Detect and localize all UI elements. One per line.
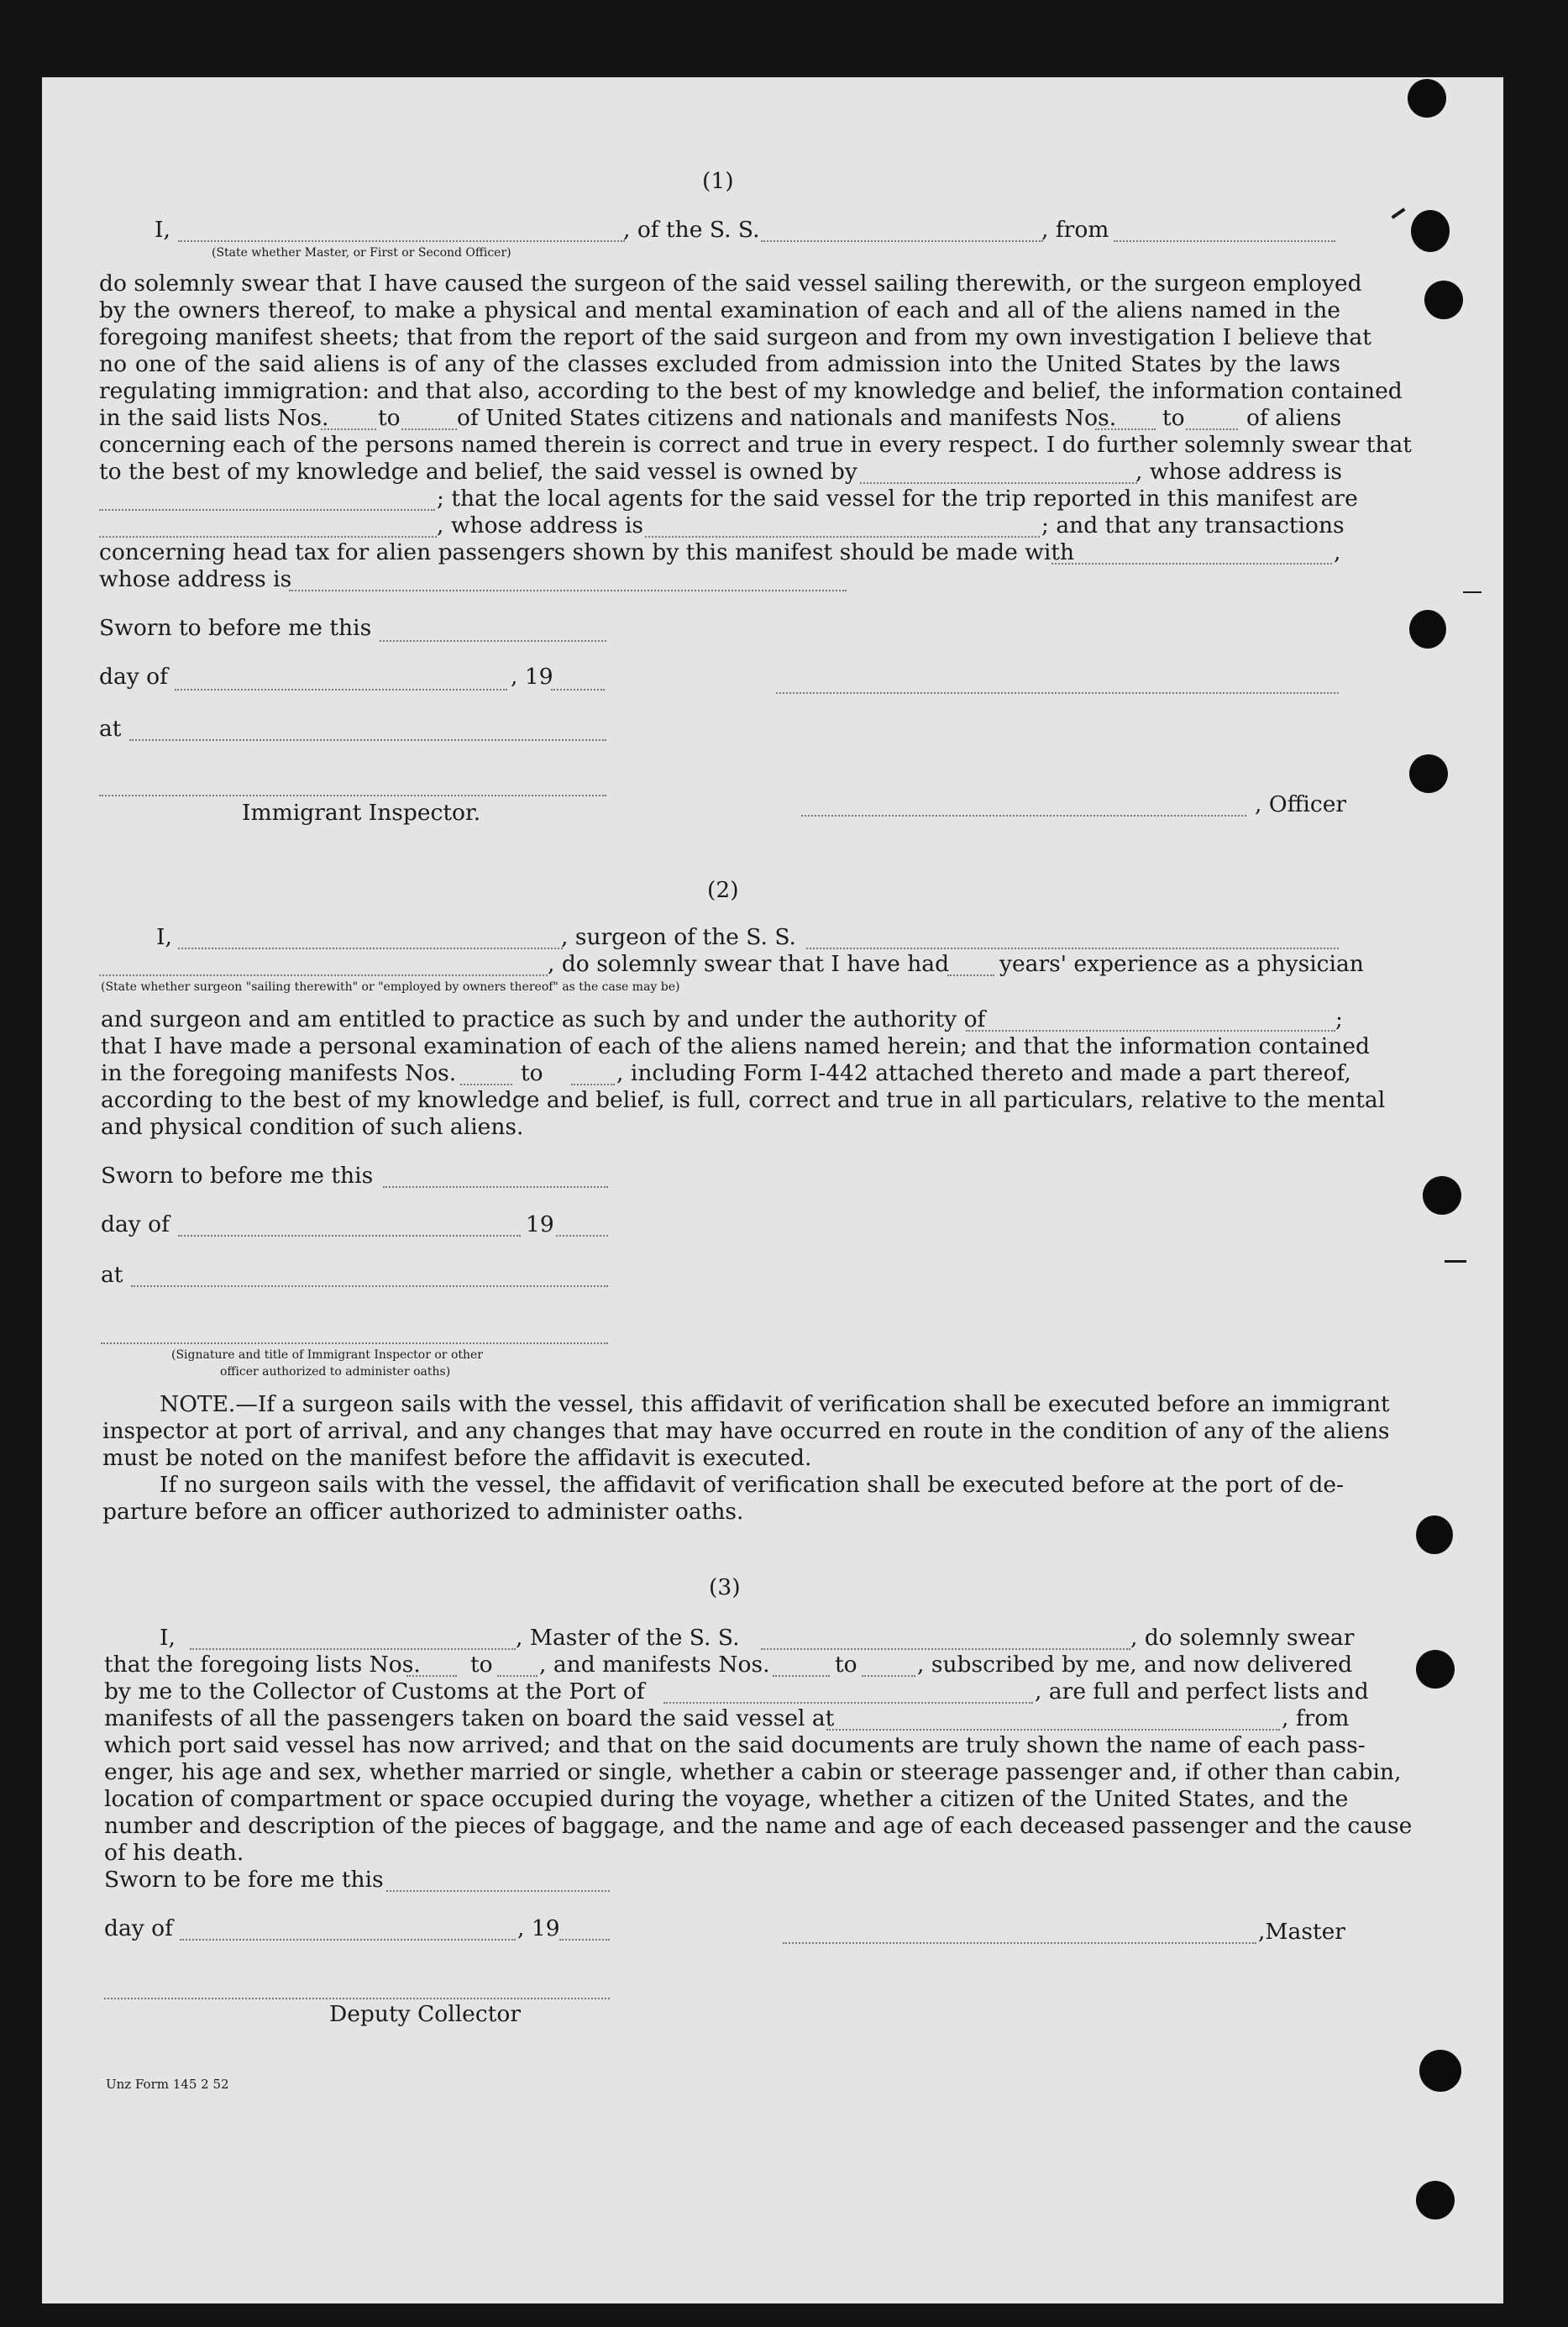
day-of-label: day of: [99, 664, 168, 690]
sec1-body-line-2: by the owners thereof, to make a physical and mental examination of each and all of the aliens named in the: [99, 297, 1340, 323]
lists-from-field[interactable]: [321, 428, 376, 430]
signature-caption-2: officer authorized to administer oaths): [220, 1365, 451, 1379]
owner-address-field[interactable]: [99, 509, 435, 511]
text-of-ss: , of the S. S.: [623, 217, 760, 243]
text-foregoing-manifests: in the foregoing manifests Nos.: [101, 1060, 457, 1086]
agents-address-field[interactable]: [645, 536, 1040, 538]
text-to: to: [378, 405, 401, 431]
year-field[interactable]: [556, 1235, 608, 1237]
text-i: I,: [156, 924, 172, 950]
text-and-manifests: , and manifests Nos.: [539, 1652, 770, 1678]
signature-caption-1: (Signature and title of Immigrant Inspector or other: [171, 1348, 483, 1362]
master-label: ,Master: [1258, 1919, 1345, 1945]
sworn-day-field[interactable]: [386, 1890, 610, 1892]
sworn-label: Sworn to before me this: [101, 1163, 374, 1189]
text-owned-by: to the best of my knowledge and belief, the said vessel is owned by: [99, 459, 857, 485]
manifests-to-field[interactable]: [1186, 428, 1238, 430]
text-lists-nos: in the said lists Nos.: [99, 405, 329, 431]
sec3-body-line-3: location of compartment or space occupied during the voyage, whether a citizen of the United States, and the: [104, 1786, 1349, 1812]
years-experience-field[interactable]: [947, 974, 994, 976]
year-label: , 19: [511, 664, 553, 690]
deputy-signature-field[interactable]: [104, 1998, 610, 1999]
owner-field[interactable]: [860, 482, 1137, 484]
sworn-label: Sworn to before me this: [99, 615, 372, 641]
sec3-body-line-2: enger, his age and sex, whether married or single, whether a cabin or steerage passenger and, if other than cabin,: [104, 1759, 1402, 1785]
sworn-label: Sworn to be fore me this: [104, 1867, 384, 1893]
officer-title-caption: (State whether Master, or First or Second Officer): [212, 246, 511, 260]
sec1-body-line-1: do solemnly swear that I have caused the surgeon of the said vessel sailing therewith, or the surgeon employed: [99, 271, 1362, 297]
form-number: Unz Form 145 2 52: [106, 2077, 229, 2092]
sec3-body-line-4: number and description of the pieces of baggage, and the name and age of each deceased passenger and the cause: [104, 1813, 1413, 1839]
surgeon-name-field[interactable]: [178, 948, 563, 949]
text-subscribed: , subscribed by me, and now delivered: [917, 1652, 1353, 1678]
sworn-day-field[interactable]: [383, 1186, 608, 1188]
note-line-1: NOTE.—If a surgeon sails with the vessel, this affidavit of verification shall be executed before an immigrant: [160, 1391, 1390, 1417]
lists-to-field[interactable]: [497, 1675, 538, 1677]
at-label: at: [101, 1262, 123, 1288]
surgeon-type-caption: (State whether surgeon "sailing therewith" or "employed by owners thereof" as the case may be): [101, 980, 680, 994]
officer-label: , Officer: [1255, 791, 1347, 817]
text-surgeon-of: , surgeon of the S. S.: [561, 924, 796, 950]
section-2-number: (2): [707, 877, 739, 903]
text-years-experience: years' experience as a physician: [999, 951, 1364, 977]
text-whose-address: , whose address is: [1135, 459, 1343, 485]
lists-to-field[interactable]: [401, 428, 457, 430]
month-field[interactable]: [178, 1235, 521, 1237]
day-of-label: day of: [104, 1915, 173, 1941]
text-i: I,: [160, 1625, 176, 1651]
text-full-perfect: , are full and perfect lists and: [1035, 1678, 1369, 1705]
at-place-field[interactable]: [131, 1285, 608, 1287]
head-tax-address-field[interactable]: [289, 590, 847, 591]
month-field[interactable]: [180, 1939, 516, 1941]
text-transactions: ; and that any transactions: [1041, 512, 1345, 538]
text-authority: and surgeon and am entitled to practice as such by and under the authority of: [101, 1006, 986, 1032]
immigrant-inspector-label: Immigrant Inspector.: [242, 800, 481, 826]
text-from: , from: [1282, 1705, 1350, 1731]
text-foregoing-lists: that the foregoing lists Nos.: [104, 1652, 421, 1678]
boarding-port-field[interactable]: [826, 1729, 1280, 1731]
text-do-solemnly-swear: , do solemnly swear: [1130, 1625, 1355, 1651]
master-signature-field[interactable]: [783, 1942, 1256, 1944]
sec2-body-line-1: that I have made a personal examination of each of the aliens named herein; and that the information contained: [101, 1033, 1370, 1059]
sec1-body-line-4: no one of the said aliens is of any of the classes excluded from admission into the United States by the laws: [99, 351, 1340, 377]
sec1-body-line-3: foregoing manifest sheets; that from the report of the said surgeon and from my own investigation I believe that: [99, 324, 1371, 350]
text-local-agents: ; that the local agents for the said vessel for the trip reported in this manifest are: [437, 486, 1358, 512]
sec3-body-last: of his death.: [104, 1840, 244, 1866]
text-of-aliens: of aliens: [1246, 405, 1342, 431]
day-of-label: day of: [101, 1211, 170, 1237]
sworn-day-field[interactable]: [380, 640, 606, 642]
officer-signature-field[interactable]: [801, 815, 1246, 817]
year-field[interactable]: [559, 1939, 610, 1941]
text-citizens-manifests: of United States citizens and nationals and manifests Nos.: [457, 405, 1117, 431]
master-vessel-field[interactable]: [761, 1648, 1130, 1650]
text-collector-port: by me to the Collector of Customs at the Port of: [104, 1678, 645, 1705]
manifests-from-field[interactable]: [1095, 428, 1156, 430]
officer-signature-line-top: [776, 692, 1339, 694]
year-field[interactable]: [551, 689, 605, 691]
text-to: to: [521, 1060, 543, 1086]
at-place-field[interactable]: [129, 739, 606, 741]
manifests-from-field[interactable]: [773, 1675, 830, 1677]
surgeon-vessel-field[interactable]: [806, 948, 1339, 949]
manifests-to-field[interactable]: [862, 1675, 915, 1677]
text-taken-on-board: manifests of all the passengers taken on board the said vessel at: [104, 1705, 835, 1731]
inspector-signature-field[interactable]: [101, 1342, 608, 1344]
port-field[interactable]: [663, 1702, 1033, 1704]
inspector-signature-field[interactable]: [99, 795, 606, 796]
note-line-2: inspector at port of arrival, and any changes that may have occurred en route in the condition of any of the aliens: [102, 1418, 1390, 1444]
text-master-of: , Master of the S. S.: [516, 1625, 740, 1651]
month-field[interactable]: [175, 689, 507, 691]
agents-field[interactable]: [99, 536, 437, 538]
text-i: I,: [155, 217, 170, 243]
text-comma: ,: [1334, 539, 1341, 565]
deputy-collector-label: Deputy Collector: [329, 2001, 521, 2027]
manifests-from-field[interactable]: [460, 1084, 512, 1085]
text-head-tax: concerning head tax for alien passengers shown by this manifest should be made with: [99, 539, 1075, 565]
at-label: at: [99, 716, 122, 742]
head-tax-party-field[interactable]: [1051, 563, 1332, 565]
text-from: , from: [1041, 217, 1109, 243]
vessel-name-field[interactable]: [761, 240, 1043, 242]
text-to: to: [1162, 405, 1185, 431]
authority-field[interactable]: [966, 1030, 1335, 1032]
text-to: to: [835, 1652, 857, 1678]
section-1-number: (1): [702, 168, 734, 194]
note-line-3: must be noted on the manifest before the affidavit is executed.: [102, 1445, 812, 1471]
text-form-i442: , including Form I-442 attached thereto and made a part thereof,: [616, 1060, 1351, 1086]
sec3-body-line-1: which port said vessel has now arrived; and that on the said documents are truly shown the name of each pass-: [104, 1732, 1366, 1758]
text-semicolon: ;: [1335, 1006, 1343, 1032]
officer-title-field[interactable]: [178, 240, 625, 242]
note-2-line-2: parture before an officer authorized to administer oaths.: [102, 1499, 744, 1525]
year-label: , 19: [517, 1915, 560, 1941]
sec2-body-last: and physical condition of such aliens.: [101, 1114, 524, 1140]
text-solemnly-swear: , do solemnly swear that I have had: [548, 951, 950, 977]
sec1-body-line-7: concerning each of the persons named therein is correct and true in every respect. I do further solemnly swear that: [99, 432, 1412, 458]
manifests-to-field[interactable]: [571, 1084, 615, 1085]
sec1-body-line-5: regulating immigration: and that also, according to the best of my knowledge and belief, the information contained: [99, 378, 1403, 404]
section-3-number: (3): [709, 1574, 741, 1600]
year-label: 19: [526, 1211, 554, 1237]
surgeon-type-field[interactable]: [99, 974, 548, 976]
lists-from-field[interactable]: [406, 1675, 457, 1677]
text-to: to: [470, 1652, 493, 1678]
from-port-field[interactable]: [1114, 240, 1335, 242]
note-2-line-1: If no surgeon sails with the vessel, the affidavit of verification shall be executed before at the port of de-: [160, 1472, 1344, 1498]
text-whose-address-is: whose address is: [99, 566, 292, 592]
text-agents-address: , whose address is: [437, 512, 644, 538]
master-name-field[interactable]: [190, 1648, 516, 1650]
sec2-body-line-3: according to the best of my knowledge and belief, is full, correct and true in all particulars, relative to the mental: [101, 1087, 1386, 1113]
